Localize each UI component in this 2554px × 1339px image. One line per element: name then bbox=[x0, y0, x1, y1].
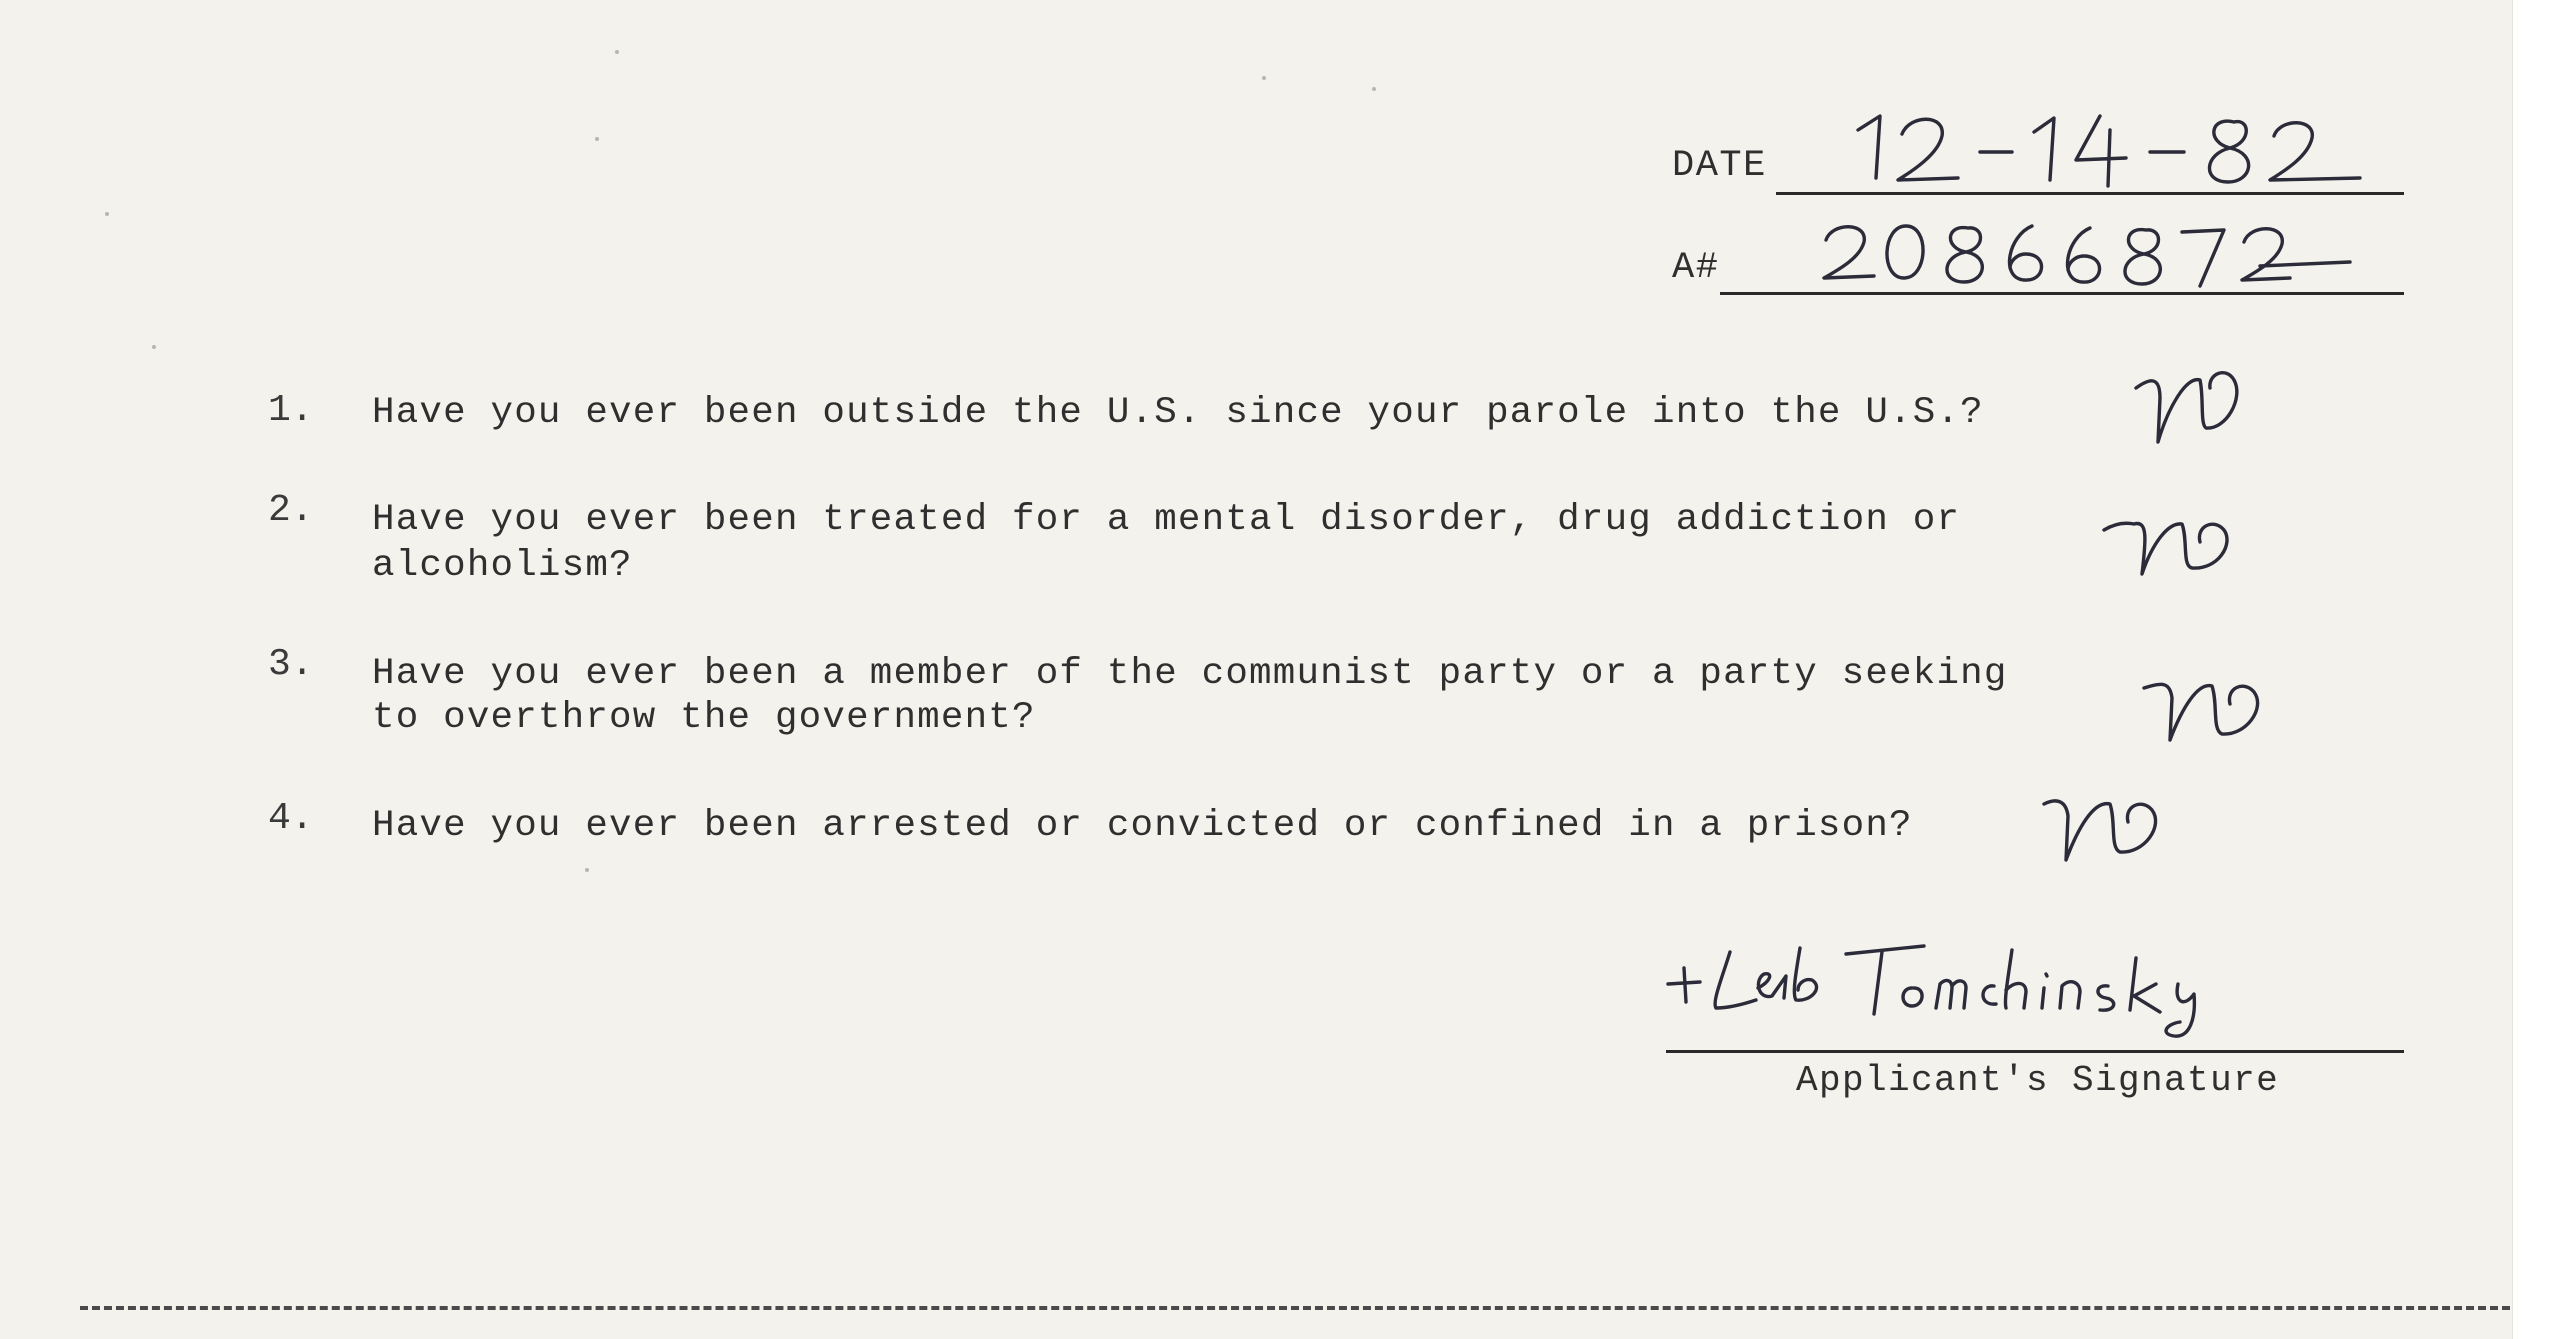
date-label: DATE bbox=[1672, 145, 1767, 187]
question-2-number: 2. bbox=[268, 489, 314, 532]
date-handwritten bbox=[1850, 108, 2370, 198]
anum-label: A# bbox=[1672, 247, 1720, 289]
question-3-text-line1: Have you ever been a member of the communist party or a party seeking bbox=[372, 653, 2008, 695]
question-1-number: 1. bbox=[268, 389, 314, 432]
question-2-text-line1: Have you ever been treated for a mental disorder, drug addiction or bbox=[372, 499, 1961, 541]
question-1-text: Have you ever been outside the U.S. since your parole into the U.S.? bbox=[372, 392, 1984, 434]
signature-caption: Applicant's Signature bbox=[1796, 1060, 2280, 1101]
bottom-edge-line bbox=[80, 1306, 2510, 1310]
answer-4-no bbox=[2040, 786, 2190, 866]
answer-1-no bbox=[2130, 358, 2270, 448]
paper-edge bbox=[2512, 0, 2554, 1339]
question-2-text-line2: alcoholism? bbox=[372, 545, 633, 587]
question-4-text: Have you ever been arrested or convicted or confined in a prison? bbox=[372, 805, 1913, 847]
question-3-number: 3. bbox=[268, 643, 314, 686]
applicant-signature bbox=[1660, 928, 2310, 1048]
anum-handwritten bbox=[1820, 218, 2360, 298]
answer-3-no bbox=[2140, 668, 2290, 748]
question-4-number: 4. bbox=[268, 797, 314, 840]
answer-2-no bbox=[2100, 500, 2270, 580]
signature-line bbox=[1666, 1050, 2404, 1053]
question-3-text-line2: to overthrow the government? bbox=[372, 697, 1036, 739]
